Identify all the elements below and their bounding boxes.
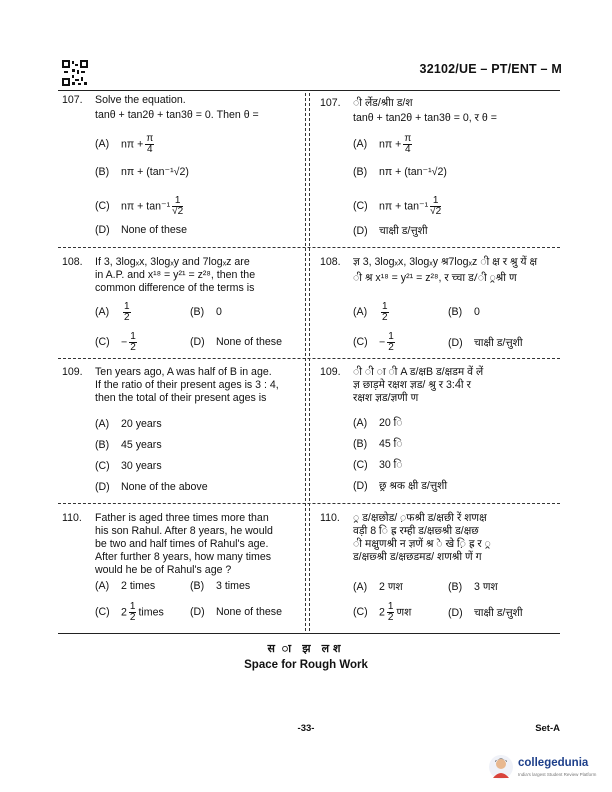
student-avatar-icon (488, 754, 514, 780)
question-stem: ी र्लेड/श्रीा ड/श tanθ + tan2θ + tan3θ = 0, र θ = (353, 97, 497, 124)
option-c[interactable]: (C) nπ + tan⁻¹ $\frac{1}{√2}$ (353, 195, 442, 217)
option-b[interactable]: (B) 3 णश (448, 581, 498, 593)
option-d[interactable]: (D) None of the above (95, 481, 208, 493)
option-b[interactable]: (B) nπ + (tan⁻¹√2) (95, 166, 189, 178)
option-d[interactable]: (D) चाक्षी ड/त्तुशी (353, 225, 428, 237)
question-stem: If 3, 3logₓx, 3logₓy and 7logₓz are in A.P. and x¹⁸ = y²¹ = z²⁸, then the common difference of the terms is (95, 256, 256, 294)
option-a[interactable]: (A) $\frac{1}{2}$ (353, 301, 388, 323)
logo-tagline: India's largest Student Review Platform (518, 772, 597, 777)
question-stem: ी ी ा ी A ड/क्षB ड/क्षडम वें लें ज्ञ छाड़मे रक्षश ज्ञड/ श्रु र 3:4ी र रक्षश ज्ञड/ज्ञणी ण (353, 366, 484, 404)
question-number: 109. (320, 366, 341, 378)
option-b[interactable]: (B) 0 (190, 306, 222, 318)
option-c[interactable]: (C) 30 years (95, 460, 162, 472)
option-d[interactable]: (D) चाक्षी ड/त्तुशी (448, 607, 523, 619)
option-d[interactable]: (D) None of these (190, 606, 282, 618)
option-a[interactable]: (A) 2 times (95, 580, 156, 592)
option-a[interactable]: (A) 20 ि (353, 417, 403, 429)
option-c[interactable]: (C) − $\frac{1}{2}$ (95, 331, 136, 353)
page-number: -33- (297, 723, 315, 734)
paper-code: 32102/UE – PT/ENT – M (419, 62, 562, 76)
question-number: 109. (62, 366, 83, 378)
option-a[interactable]: (A) nπ + $\frac{\pi}{4}$ (95, 133, 154, 155)
option-c[interactable]: (C) 30 ि (353, 459, 403, 471)
option-d[interactable]: (D) None of these (95, 224, 187, 236)
option-b[interactable]: (B) nπ + (tan⁻¹√2) (353, 166, 447, 178)
question-number: 108. (62, 256, 83, 268)
option-b[interactable]: (B) 45 ि (353, 438, 403, 450)
question-stem: ज्ञ 3, 3logₓx, 3logₓy श्र7logₓz ी क्ष र श्रु यें क्ष ी श्र x¹⁸ = y²¹ = z²⁸, र च्चा ड/ी ्रश्री ण (353, 256, 538, 284)
option-b[interactable]: (B) 0 (448, 306, 480, 318)
option-b[interactable]: (B) 3 times (190, 580, 251, 592)
column-divider-inner (309, 93, 310, 631)
question-stem: Ten years ago, A was half of B in age. If the ratio of their present ages is 3 : 4, then the total of their present ages is (95, 366, 279, 404)
option-c[interactable]: (C) 2 $\frac{1}{2}$ णश (353, 601, 412, 623)
header-rule (58, 90, 560, 91)
question-separator (58, 503, 560, 504)
column-divider (305, 93, 306, 631)
logo-brand: collegedunia (518, 757, 589, 769)
option-c[interactable]: (C) nπ + tan⁻¹ $\frac{1}{√2}$ (95, 195, 184, 217)
option-b[interactable]: (B) 45 years (95, 439, 162, 451)
option-a[interactable]: (A) 20 years (95, 418, 162, 430)
question-stem: ्र ड/क्षछोड/ ़फश्री ड/क्षछी रें शणक्ष वड़ी 8 ि ह्र रम्ही ड/क्षछ्श्री ड/क्षछ ी मक्षुणश्री न ज्ञणें श्र े खे ़ि ह्र र ्र ड/क्षछ्श्री ड/क्षछडमड/ शणश्री णें ग (353, 512, 491, 563)
question-number: 110. (320, 512, 340, 524)
question-number: 108. (320, 256, 341, 268)
question-number: 107. (320, 97, 341, 109)
collegedunia-logo (488, 754, 598, 784)
option-c[interactable]: (C) 2 $\frac{1}{2}$ times (95, 601, 164, 623)
question-number: 110. (62, 512, 82, 524)
question-separator (58, 358, 560, 359)
qr-code-icon (62, 60, 88, 86)
rough-work-label: Space for Rough Work (244, 659, 368, 671)
option-c[interactable]: (C) − $\frac{1}{2}$ (353, 331, 394, 353)
rough-work-label-hindi: स ा झ लश (267, 643, 345, 655)
question-stem: Father is aged three times more than his son Rahul. After 8 years, he would be two and half times of Rahul's age. After further 8 years, how many times would he be of Rahul's age ? (95, 512, 273, 576)
question-separator (58, 247, 560, 248)
option-a[interactable]: (A) nπ + $\frac{\pi}{4}$ (353, 133, 412, 155)
set-label: Set-A (535, 723, 560, 734)
footer-rule (58, 633, 560, 634)
option-a[interactable]: (A) $\frac{1}{2}$ (95, 301, 130, 323)
option-d[interactable]: (D) None of these (190, 336, 282, 348)
question-stem: Solve the equation. tanθ + tan2θ + tan3θ = 0. Then θ = (95, 94, 259, 121)
option-d[interactable]: (D) छ्र श्रक क्षी ड/त्तुशी (353, 480, 448, 492)
question-number: 107. (62, 94, 83, 106)
option-a[interactable]: (A) 2 णश (353, 581, 403, 593)
option-d[interactable]: (D) चाक्षी ड/त्तुशी (448, 337, 523, 349)
